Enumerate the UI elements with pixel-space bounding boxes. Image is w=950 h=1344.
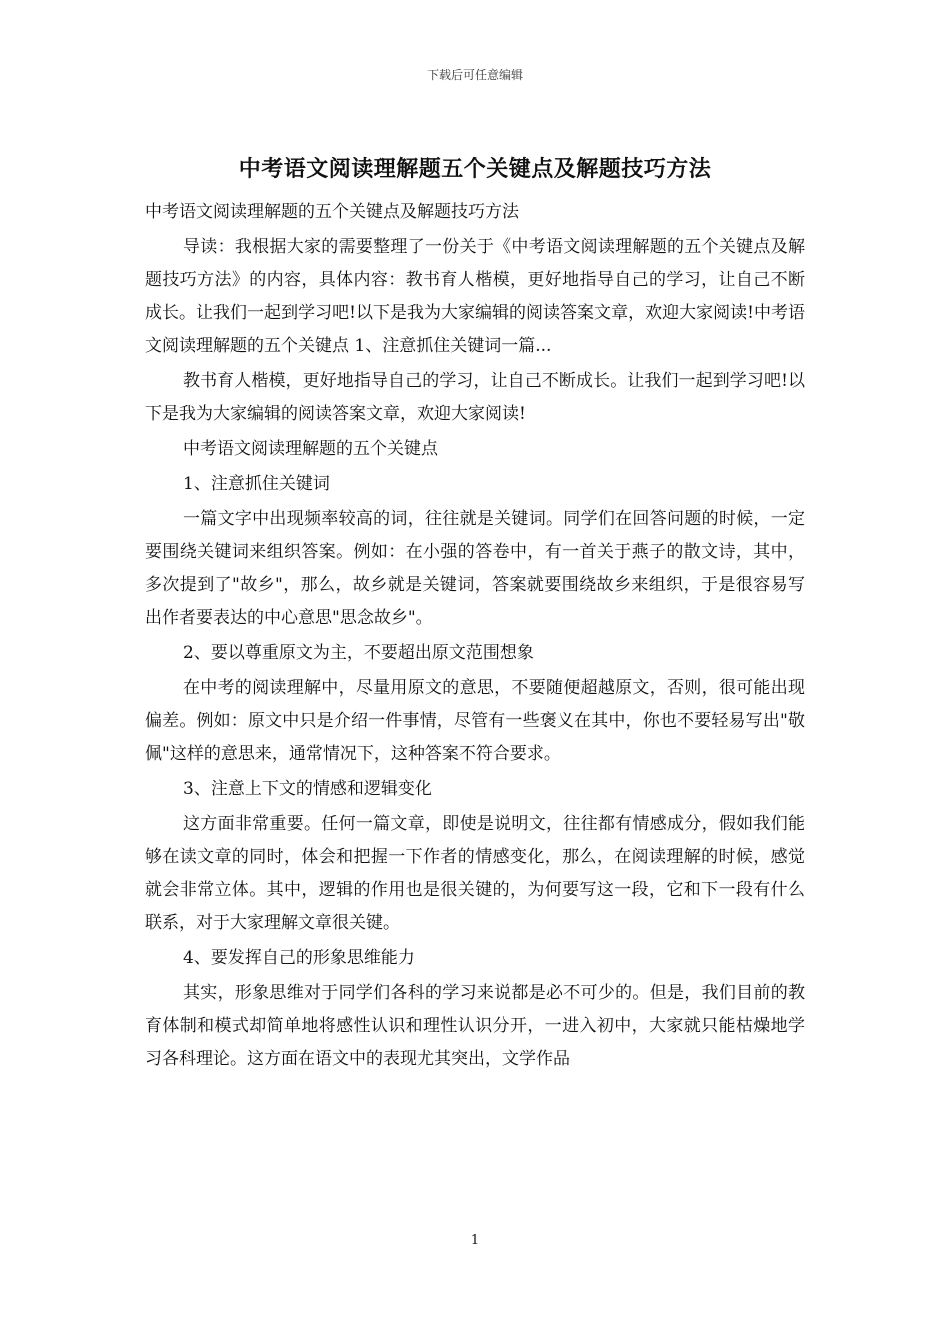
paragraph: 教书育人楷模，更好地指导自己的学习，让自己不断成长。让我们一起到学习吧!以下是我为大家编辑的阅读答案文章，欢迎大家阅读! xyxy=(145,371,805,424)
section-heading: 2、要以尊重原文为主，不要超出原文范围想象 xyxy=(183,643,534,663)
paragraph: 其实，形象思维对于同学们各科的学习来说都是必不可少的。但是，我们目前的教育体制和模式却简单地将感性认识和理性认识分开，一进入初中，大家就只能枯燥地学习各科理论。这方面在语文中的表现尤其突出，文学作品 xyxy=(145,983,805,1069)
paragraph: 在中考的阅读理解中，尽量用原文的意思，不要随便超越原文，否则，很可能出现偏差。例如：原文中只是介绍一件事情，尽管有一些褒义在其中，你也不要轻易写出"敬佩"这样的意思来，通常情况下，这种答案不符合要求。 xyxy=(145,678,805,764)
document-title: 中考语文阅读理解题五个关键点及解题技巧方法 xyxy=(238,156,712,182)
section-heading: 3、注意上下文的情感和逻辑变化 xyxy=(183,779,432,799)
paragraph: 一篇文字中出现频率较高的词，往往就是关键词。同学们在回答问题的时候，一定要围绕关键词来组织答案。例如：在小强的答卷中，有一首关于燕子的散文诗，其中，多次提到了"故乡"，那么，故乡就是关键词，答案就要围绕故乡来组织，于是很容易写出作者要表达的中心意思"思念故乡"。 xyxy=(145,509,805,628)
header-note: 下载后可任意编辑 xyxy=(426,68,523,82)
document-body xyxy=(145,196,805,1076)
document-subtitle: 中考语文阅读理解题的五个关键点及解题技巧方法 xyxy=(145,202,519,222)
paragraph: 这方面非常重要。任何一篇文章，即使是说明文，往往都有情感成分，假如我们能够在读文章的同时，体会和把握一下作者的情感变化，那么，在阅读理解的时候，感觉就会非常立体。其中，逻辑的作用也是很关键的，为何要写这一段，它和下一段有什么联系，对于大家理解文章很关键。 xyxy=(145,814,805,933)
section-heading: 4、要发挥自己的形象思维能力 xyxy=(183,948,415,968)
paragraph-intro: 导读：我根据大家的需要整理了一份关于《中考语文阅读理解题的五个关键点及解题技巧方法》的内容，具体内容：教书育人楷模，更好地指导自己的学习，让自己不断成长。让我们一起到学习吧!以下是我为大家编辑的阅读答案文章，欢迎大家阅读!中考语文阅读理解题的五个关键点 1、注意抓住关键词一篇... xyxy=(145,237,805,356)
section-heading: 1、注意抓住关键词 xyxy=(183,474,330,494)
section-heading: 中考语文阅读理解题的五个关键点 xyxy=(183,439,438,459)
page-number: 1 xyxy=(470,1233,480,1248)
